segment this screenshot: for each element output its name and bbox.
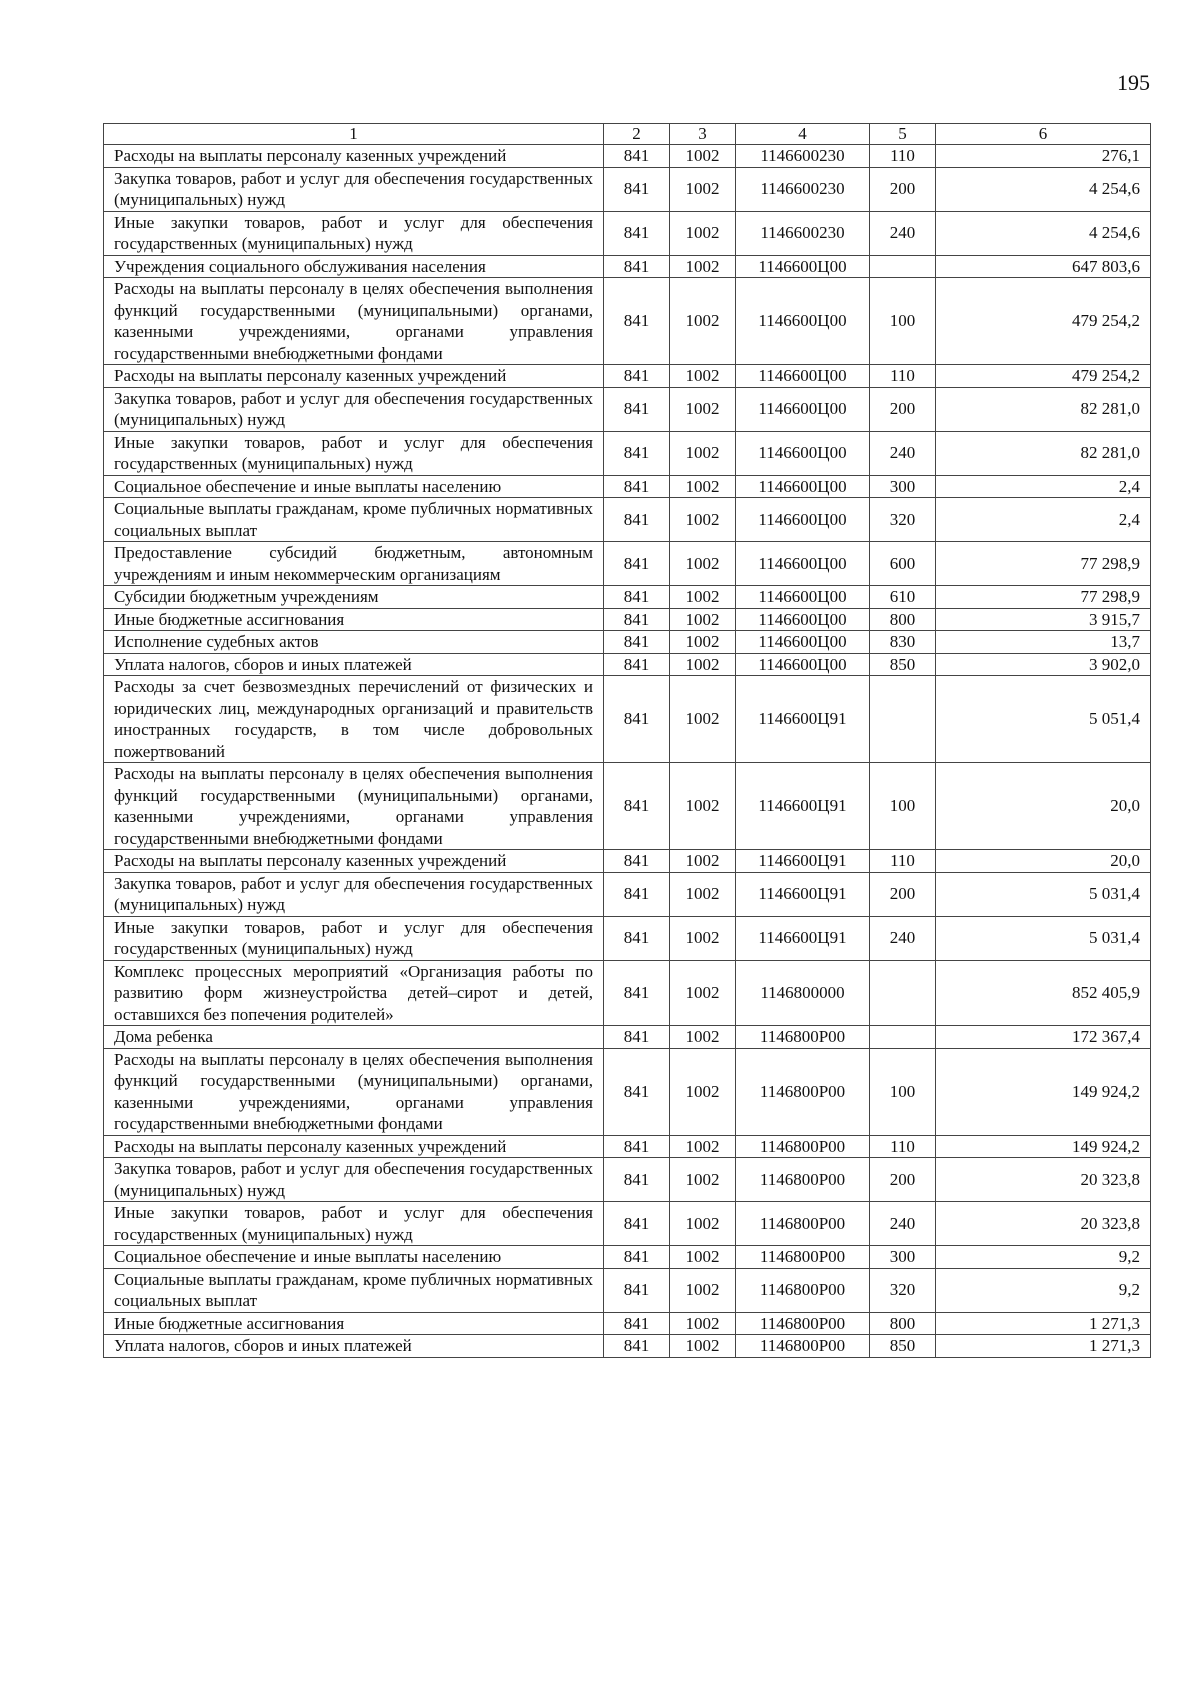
table-header-row bbox=[104, 124, 1151, 145]
section-code-cell: 1002 bbox=[670, 278, 736, 365]
table-row bbox=[104, 542, 1151, 586]
target-article-cell: 1146600Ц00 bbox=[736, 255, 870, 278]
ministry-code-cell: 841 bbox=[604, 1246, 670, 1269]
expense-type-cell: 830 bbox=[870, 631, 936, 654]
target-article-cell: 1146600230 bbox=[736, 167, 870, 211]
ministry-code-cell: 841 bbox=[604, 542, 670, 586]
amount-cell: 479 254,2 bbox=[936, 278, 1151, 365]
section-code-cell: 1002 bbox=[670, 211, 736, 255]
expense-type-cell: 300 bbox=[870, 1246, 936, 1269]
budget-table-body bbox=[104, 124, 1151, 1358]
amount-cell: 2,4 bbox=[936, 498, 1151, 542]
amount-cell: 149 924,2 bbox=[936, 1048, 1151, 1135]
table-row bbox=[104, 475, 1151, 498]
section-code-cell: 1002 bbox=[670, 1048, 736, 1135]
row-name-cell: Расходы на выплаты персоналу казенных учреждений bbox=[104, 850, 604, 873]
header-cell: 4 bbox=[736, 124, 870, 145]
section-code-cell: 1002 bbox=[670, 1268, 736, 1312]
expense-type-cell: 600 bbox=[870, 542, 936, 586]
target-article-cell: 1146600Ц00 bbox=[736, 608, 870, 631]
row-name-cell: Иные закупки товаров, работ и услуг для обеспечения государственных (муниципальных) нужд bbox=[104, 1202, 604, 1246]
target-article-cell: 1146800Р00 bbox=[736, 1312, 870, 1335]
table-row bbox=[104, 1312, 1151, 1335]
target-article-cell: 1146600Ц00 bbox=[736, 586, 870, 609]
section-code-cell: 1002 bbox=[670, 608, 736, 631]
ministry-code-cell: 841 bbox=[604, 498, 670, 542]
row-name-cell: Социальные выплаты гражданам, кроме публичных нормативных социальных выплат bbox=[104, 498, 604, 542]
target-article-cell: 1146600Ц00 bbox=[736, 278, 870, 365]
target-article-cell: 1146600Ц00 bbox=[736, 542, 870, 586]
section-code-cell: 1002 bbox=[670, 960, 736, 1026]
amount-cell: 3 902,0 bbox=[936, 653, 1151, 676]
row-name-cell: Расходы на выплаты персоналу в целях обеспечения выполнения функций государственными (муниципальными) органами, казенными учреждениями, органами управления государственными внебюджетными фондами bbox=[104, 763, 604, 850]
section-code-cell: 1002 bbox=[670, 498, 736, 542]
target-article-cell: 1146800Р00 bbox=[736, 1335, 870, 1358]
section-code-cell: 1002 bbox=[670, 167, 736, 211]
table-row bbox=[104, 1335, 1151, 1358]
target-article-cell: 1146600Ц91 bbox=[736, 676, 870, 763]
ministry-code-cell: 841 bbox=[604, 1268, 670, 1312]
target-article-cell: 1146600Ц91 bbox=[736, 916, 870, 960]
expense-type-cell: 300 bbox=[870, 475, 936, 498]
target-article-cell: 1146800Р00 bbox=[736, 1048, 870, 1135]
row-name-cell: Предоставление субсидий бюджетным, автономным учреждениям и иным некоммерческим организациям bbox=[104, 542, 604, 586]
expense-type-cell: 610 bbox=[870, 586, 936, 609]
expense-type-cell: 110 bbox=[870, 1135, 936, 1158]
section-code-cell: 1002 bbox=[670, 631, 736, 654]
table-row bbox=[104, 145, 1151, 168]
table-row bbox=[104, 586, 1151, 609]
table-row bbox=[104, 850, 1151, 873]
header-cell: 5 bbox=[870, 124, 936, 145]
table-row bbox=[104, 255, 1151, 278]
amount-cell: 82 281,0 bbox=[936, 387, 1151, 431]
table-row bbox=[104, 1158, 1151, 1202]
amount-cell: 5 051,4 bbox=[936, 676, 1151, 763]
table-row bbox=[104, 498, 1151, 542]
section-code-cell: 1002 bbox=[670, 1312, 736, 1335]
table-row bbox=[104, 211, 1151, 255]
row-name-cell: Расходы на выплаты персоналу в целях обеспечения выполнения функций государственными (муниципальными) органами, казенными учреждениями, органами управления государственными внебюджетными фондами bbox=[104, 278, 604, 365]
table-row bbox=[104, 631, 1151, 654]
expense-type-cell: 100 bbox=[870, 278, 936, 365]
ministry-code-cell: 841 bbox=[604, 211, 670, 255]
row-name-cell: Расходы на выплаты персоналу казенных учреждений bbox=[104, 145, 604, 168]
section-code-cell: 1002 bbox=[670, 475, 736, 498]
expense-type-cell bbox=[870, 960, 936, 1026]
expense-type-cell bbox=[870, 255, 936, 278]
row-name-cell: Иные бюджетные ассигнования bbox=[104, 1312, 604, 1335]
amount-cell: 5 031,4 bbox=[936, 872, 1151, 916]
target-article-cell: 1146600Ц00 bbox=[736, 631, 870, 654]
expense-type-cell: 800 bbox=[870, 1312, 936, 1335]
section-code-cell: 1002 bbox=[670, 145, 736, 168]
section-code-cell: 1002 bbox=[670, 1135, 736, 1158]
row-name-cell: Расходы на выплаты персоналу казенных учреждений bbox=[104, 365, 604, 388]
amount-cell: 4 254,6 bbox=[936, 211, 1151, 255]
expense-type-cell: 850 bbox=[870, 1335, 936, 1358]
amount-cell: 20 323,8 bbox=[936, 1202, 1151, 1246]
ministry-code-cell: 841 bbox=[604, 475, 670, 498]
amount-cell: 5 031,4 bbox=[936, 916, 1151, 960]
expense-type-cell: 240 bbox=[870, 211, 936, 255]
target-article-cell: 1146600Ц91 bbox=[736, 872, 870, 916]
table-row bbox=[104, 608, 1151, 631]
ministry-code-cell: 841 bbox=[604, 167, 670, 211]
amount-cell: 20 323,8 bbox=[936, 1158, 1151, 1202]
table-row bbox=[104, 387, 1151, 431]
ministry-code-cell: 841 bbox=[604, 608, 670, 631]
ministry-code-cell: 841 bbox=[604, 255, 670, 278]
row-name-cell: Иные закупки товаров, работ и услуг для обеспечения государственных (муниципальных) нужд bbox=[104, 431, 604, 475]
ministry-code-cell: 841 bbox=[604, 1158, 670, 1202]
row-name-cell: Расходы за счет безвозмездных перечислений от физических и юридических лиц, международных организаций и правительств иностранных государств, в том числе добровольных пожертвований bbox=[104, 676, 604, 763]
row-name-cell: Комплекс процессных мероприятий «Организация работы по развитию форм жизнеустройства детей–сирот и детей, оставшихся без попечения родителей» bbox=[104, 960, 604, 1026]
target-article-cell: 1146600Ц00 bbox=[736, 653, 870, 676]
target-article-cell: 1146600Ц00 bbox=[736, 387, 870, 431]
table-row bbox=[104, 278, 1151, 365]
amount-cell: 2,4 bbox=[936, 475, 1151, 498]
expense-type-cell: 100 bbox=[870, 1048, 936, 1135]
expense-type-cell: 110 bbox=[870, 145, 936, 168]
section-code-cell: 1002 bbox=[670, 1202, 736, 1246]
target-article-cell: 1146800Р00 bbox=[736, 1135, 870, 1158]
expense-type-cell: 200 bbox=[870, 387, 936, 431]
table-row bbox=[104, 1135, 1151, 1158]
target-article-cell: 1146800Р00 bbox=[736, 1246, 870, 1269]
section-code-cell: 1002 bbox=[670, 1246, 736, 1269]
amount-cell: 9,2 bbox=[936, 1246, 1151, 1269]
section-code-cell: 1002 bbox=[670, 542, 736, 586]
amount-cell: 77 298,9 bbox=[936, 586, 1151, 609]
section-code-cell: 1002 bbox=[670, 653, 736, 676]
row-name-cell: Дома ребенка bbox=[104, 1026, 604, 1049]
ministry-code-cell: 841 bbox=[604, 872, 670, 916]
ministry-code-cell: 841 bbox=[604, 653, 670, 676]
expense-type-cell: 320 bbox=[870, 1268, 936, 1312]
ministry-code-cell: 841 bbox=[604, 387, 670, 431]
table-row bbox=[104, 167, 1151, 211]
amount-cell: 4 254,6 bbox=[936, 167, 1151, 211]
row-name-cell: Социальное обеспечение и иные выплаты населению bbox=[104, 475, 604, 498]
expense-type-cell bbox=[870, 676, 936, 763]
target-article-cell: 1146600230 bbox=[736, 211, 870, 255]
table-row bbox=[104, 1026, 1151, 1049]
row-name-cell: Закупка товаров, работ и услуг для обеспечения государственных (муниципальных) нужд bbox=[104, 167, 604, 211]
section-code-cell: 1002 bbox=[670, 1335, 736, 1358]
ministry-code-cell: 841 bbox=[604, 850, 670, 873]
row-name-cell: Иные бюджетные ассигнования bbox=[104, 608, 604, 631]
amount-cell: 1 271,3 bbox=[936, 1312, 1151, 1335]
table-row bbox=[104, 431, 1151, 475]
section-code-cell: 1002 bbox=[670, 431, 736, 475]
amount-cell: 3 915,7 bbox=[936, 608, 1151, 631]
header-cell: 2 bbox=[604, 124, 670, 145]
table-row bbox=[104, 763, 1151, 850]
section-code-cell: 1002 bbox=[670, 850, 736, 873]
amount-cell: 172 367,4 bbox=[936, 1026, 1151, 1049]
ministry-code-cell: 841 bbox=[604, 1048, 670, 1135]
row-name-cell: Расходы на выплаты персоналу казенных учреждений bbox=[104, 1135, 604, 1158]
expense-type-cell: 240 bbox=[870, 1202, 936, 1246]
expense-type-cell: 100 bbox=[870, 763, 936, 850]
expense-type-cell: 240 bbox=[870, 916, 936, 960]
section-code-cell: 1002 bbox=[670, 676, 736, 763]
ministry-code-cell: 841 bbox=[604, 916, 670, 960]
page-number: 195 bbox=[1117, 70, 1150, 95]
header-cell: 6 bbox=[936, 124, 1151, 145]
row-name-cell: Учреждения социального обслуживания населения bbox=[104, 255, 604, 278]
ministry-code-cell: 841 bbox=[604, 145, 670, 168]
target-article-cell: 1146600Ц91 bbox=[736, 850, 870, 873]
table-row bbox=[104, 1048, 1151, 1135]
table-row bbox=[104, 653, 1151, 676]
expense-type-cell: 320 bbox=[870, 498, 936, 542]
section-code-cell: 1002 bbox=[670, 916, 736, 960]
target-article-cell: 1146600230 bbox=[736, 145, 870, 168]
expense-type-cell: 800 bbox=[870, 608, 936, 631]
ministry-code-cell: 841 bbox=[604, 676, 670, 763]
section-code-cell: 1002 bbox=[670, 1026, 736, 1049]
table-row bbox=[104, 1202, 1151, 1246]
amount-cell: 77 298,9 bbox=[936, 542, 1151, 586]
table-row bbox=[104, 1246, 1151, 1269]
section-code-cell: 1002 bbox=[670, 387, 736, 431]
target-article-cell: 1146600Ц00 bbox=[736, 431, 870, 475]
target-article-cell: 1146800Р00 bbox=[736, 1268, 870, 1312]
expense-type-cell: 200 bbox=[870, 167, 936, 211]
amount-cell: 1 271,3 bbox=[936, 1335, 1151, 1358]
row-name-cell: Закупка товаров, работ и услуг для обеспечения государственных (муниципальных) нужд bbox=[104, 387, 604, 431]
ministry-code-cell: 841 bbox=[604, 1135, 670, 1158]
amount-cell: 20,0 bbox=[936, 850, 1151, 873]
row-name-cell: Закупка товаров, работ и услуг для обеспечения государственных (муниципальных) нужд bbox=[104, 1158, 604, 1202]
row-name-cell: Уплата налогов, сборов и иных платежей bbox=[104, 653, 604, 676]
row-name-cell: Уплата налогов, сборов и иных платежей bbox=[104, 1335, 604, 1358]
amount-cell: 13,7 bbox=[936, 631, 1151, 654]
target-article-cell: 1146600Ц00 bbox=[736, 365, 870, 388]
section-code-cell: 1002 bbox=[670, 255, 736, 278]
ministry-code-cell: 841 bbox=[604, 1312, 670, 1335]
section-code-cell: 1002 bbox=[670, 872, 736, 916]
row-name-cell: Социальные выплаты гражданам, кроме публичных нормативных социальных выплат bbox=[104, 1268, 604, 1312]
row-name-cell: Субсидии бюджетным учреждениям bbox=[104, 586, 604, 609]
ministry-code-cell: 841 bbox=[604, 278, 670, 365]
ministry-code-cell: 841 bbox=[604, 631, 670, 654]
ministry-code-cell: 841 bbox=[604, 1335, 670, 1358]
amount-cell: 149 924,2 bbox=[936, 1135, 1151, 1158]
expense-type-cell: 110 bbox=[870, 850, 936, 873]
ministry-code-cell: 841 bbox=[604, 365, 670, 388]
table-row bbox=[104, 960, 1151, 1026]
target-article-cell: 1146800Р00 bbox=[736, 1202, 870, 1246]
target-article-cell: 1146600Ц91 bbox=[736, 763, 870, 850]
ministry-code-cell: 841 bbox=[604, 586, 670, 609]
target-article-cell: 1146800Р00 bbox=[736, 1158, 870, 1202]
table-row bbox=[104, 1268, 1151, 1312]
amount-cell: 276,1 bbox=[936, 145, 1151, 168]
expense-type-cell: 200 bbox=[870, 872, 936, 916]
amount-cell: 20,0 bbox=[936, 763, 1151, 850]
row-name-cell: Иные закупки товаров, работ и услуг для обеспечения государственных (муниципальных) нужд bbox=[104, 211, 604, 255]
row-name-cell: Иные закупки товаров, работ и услуг для обеспечения государственных (муниципальных) нужд bbox=[104, 916, 604, 960]
table-row bbox=[104, 676, 1151, 763]
target-article-cell: 1146600Ц00 bbox=[736, 498, 870, 542]
section-code-cell: 1002 bbox=[670, 1158, 736, 1202]
row-name-cell: Закупка товаров, работ и услуг для обеспечения государственных (муниципальных) нужд bbox=[104, 872, 604, 916]
target-article-cell: 1146800Р00 bbox=[736, 1026, 870, 1049]
ministry-code-cell: 841 bbox=[604, 1202, 670, 1246]
amount-cell: 647 803,6 bbox=[936, 255, 1151, 278]
ministry-code-cell: 841 bbox=[604, 763, 670, 850]
ministry-code-cell: 841 bbox=[604, 960, 670, 1026]
table-row bbox=[104, 872, 1151, 916]
ministry-code-cell: 841 bbox=[604, 1026, 670, 1049]
amount-cell: 852 405,9 bbox=[936, 960, 1151, 1026]
budget-table bbox=[103, 123, 1151, 1358]
expense-type-cell bbox=[870, 1026, 936, 1049]
amount-cell: 479 254,2 bbox=[936, 365, 1151, 388]
expense-type-cell: 200 bbox=[870, 1158, 936, 1202]
target-article-cell: 1146600Ц00 bbox=[736, 475, 870, 498]
section-code-cell: 1002 bbox=[670, 763, 736, 850]
amount-cell: 9,2 bbox=[936, 1268, 1151, 1312]
header-cell: 1 bbox=[104, 124, 604, 145]
table-row bbox=[104, 365, 1151, 388]
section-code-cell: 1002 bbox=[670, 365, 736, 388]
section-code-cell: 1002 bbox=[670, 586, 736, 609]
table-row bbox=[104, 916, 1151, 960]
row-name-cell: Социальное обеспечение и иные выплаты населению bbox=[104, 1246, 604, 1269]
row-name-cell: Расходы на выплаты персоналу в целях обеспечения выполнения функций государственными (муниципальными) органами, казенными учреждениями, органами управления государственными внебюджетными фондами bbox=[104, 1048, 604, 1135]
expense-type-cell: 850 bbox=[870, 653, 936, 676]
ministry-code-cell: 841 bbox=[604, 431, 670, 475]
expense-type-cell: 110 bbox=[870, 365, 936, 388]
row-name-cell: Исполнение судебных актов bbox=[104, 631, 604, 654]
header-cell: 3 bbox=[670, 124, 736, 145]
expense-type-cell: 240 bbox=[870, 431, 936, 475]
target-article-cell: 1146800000 bbox=[736, 960, 870, 1026]
amount-cell: 82 281,0 bbox=[936, 431, 1151, 475]
